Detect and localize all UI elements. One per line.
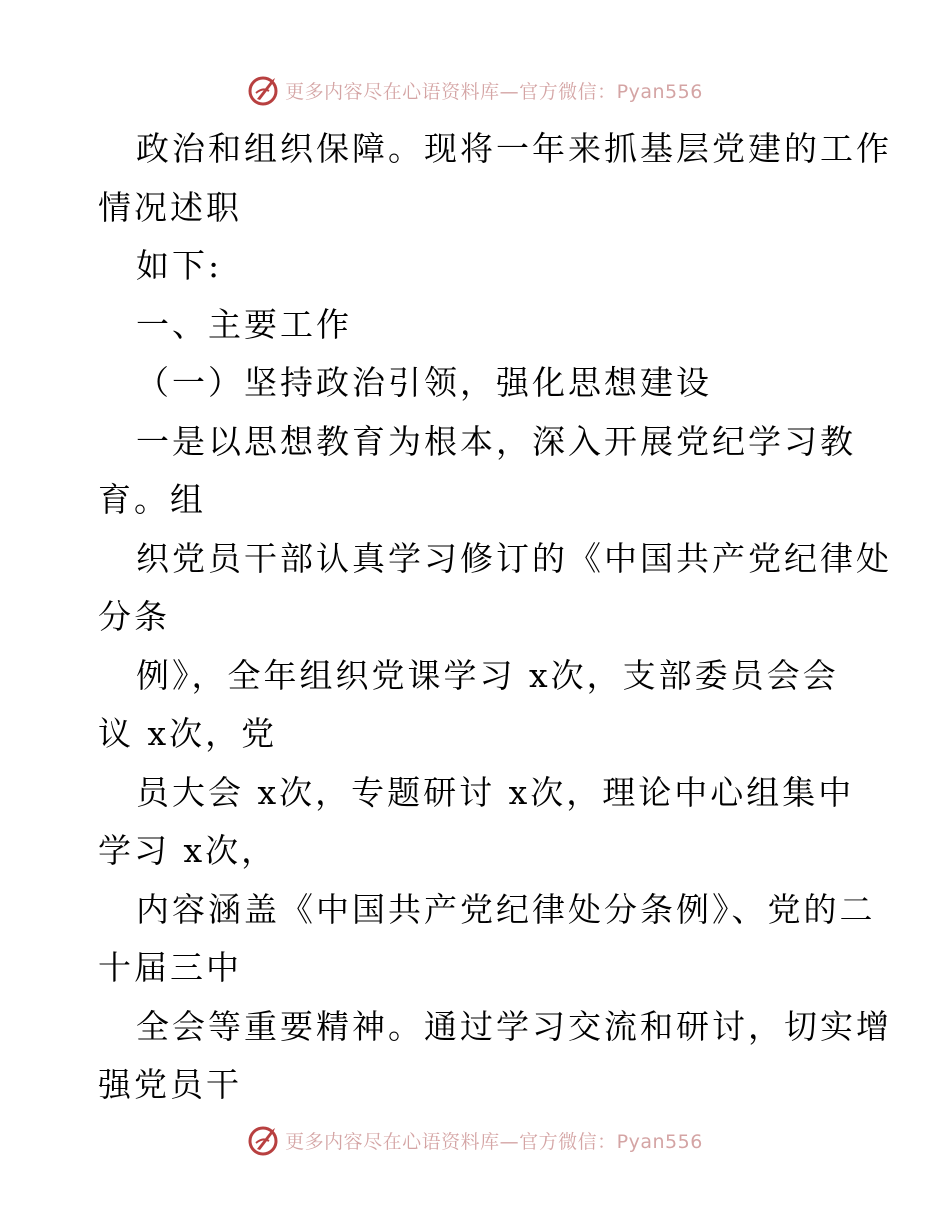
text-line: 议 x次，党 bbox=[98, 714, 278, 753]
text-line: 政治和组织保障。现将一年来抓基层党建的工作 bbox=[136, 129, 892, 168]
text-line: 分条 bbox=[98, 597, 170, 636]
quill-logo-icon bbox=[247, 1123, 281, 1157]
footer-watermark bbox=[0, 1120, 950, 1160]
quill-logo-icon bbox=[247, 73, 281, 107]
text-line: 十届三中 bbox=[98, 948, 242, 987]
text-line: 例》，全年组织党课学习 x次，支部委员会会 bbox=[136, 655, 839, 695]
text-line: 如下: bbox=[136, 246, 223, 285]
document-body bbox=[98, 120, 892, 1115]
text-line: 内容涵盖《中国共产党纪律处分条例》、党的二 bbox=[136, 889, 876, 929]
watermark-text: 更多内容尽在心语资料库—官方微信：Pyan556 bbox=[285, 1130, 703, 1153]
text-line: 学习 x次， bbox=[98, 831, 278, 870]
header-watermark bbox=[0, 70, 950, 110]
text-line: 一、主要工作 bbox=[136, 304, 352, 344]
text-line: 全会等重要精神。通过学习交流和研讨，切实增 bbox=[136, 1006, 892, 1046]
text-line: （一）坚持政治引领，强化思想建设 bbox=[136, 363, 712, 402]
text-line: 情况述职 bbox=[98, 187, 242, 227]
watermark-text: 更多内容尽在心语资料库—官方微信：Pyan556 bbox=[285, 80, 703, 103]
text-line: 织党员干部认真学习修订的《中国共产党纪律处 bbox=[136, 538, 892, 578]
text-line: 一是以思想教育为根本，深入开展党纪学习教 bbox=[136, 421, 856, 461]
text-line: 员大会 x次，专题研讨 x次，理论中心组集中 bbox=[136, 772, 855, 812]
text-line: 强党员干 bbox=[98, 1065, 242, 1104]
text-line: 育。组 bbox=[98, 480, 206, 519]
